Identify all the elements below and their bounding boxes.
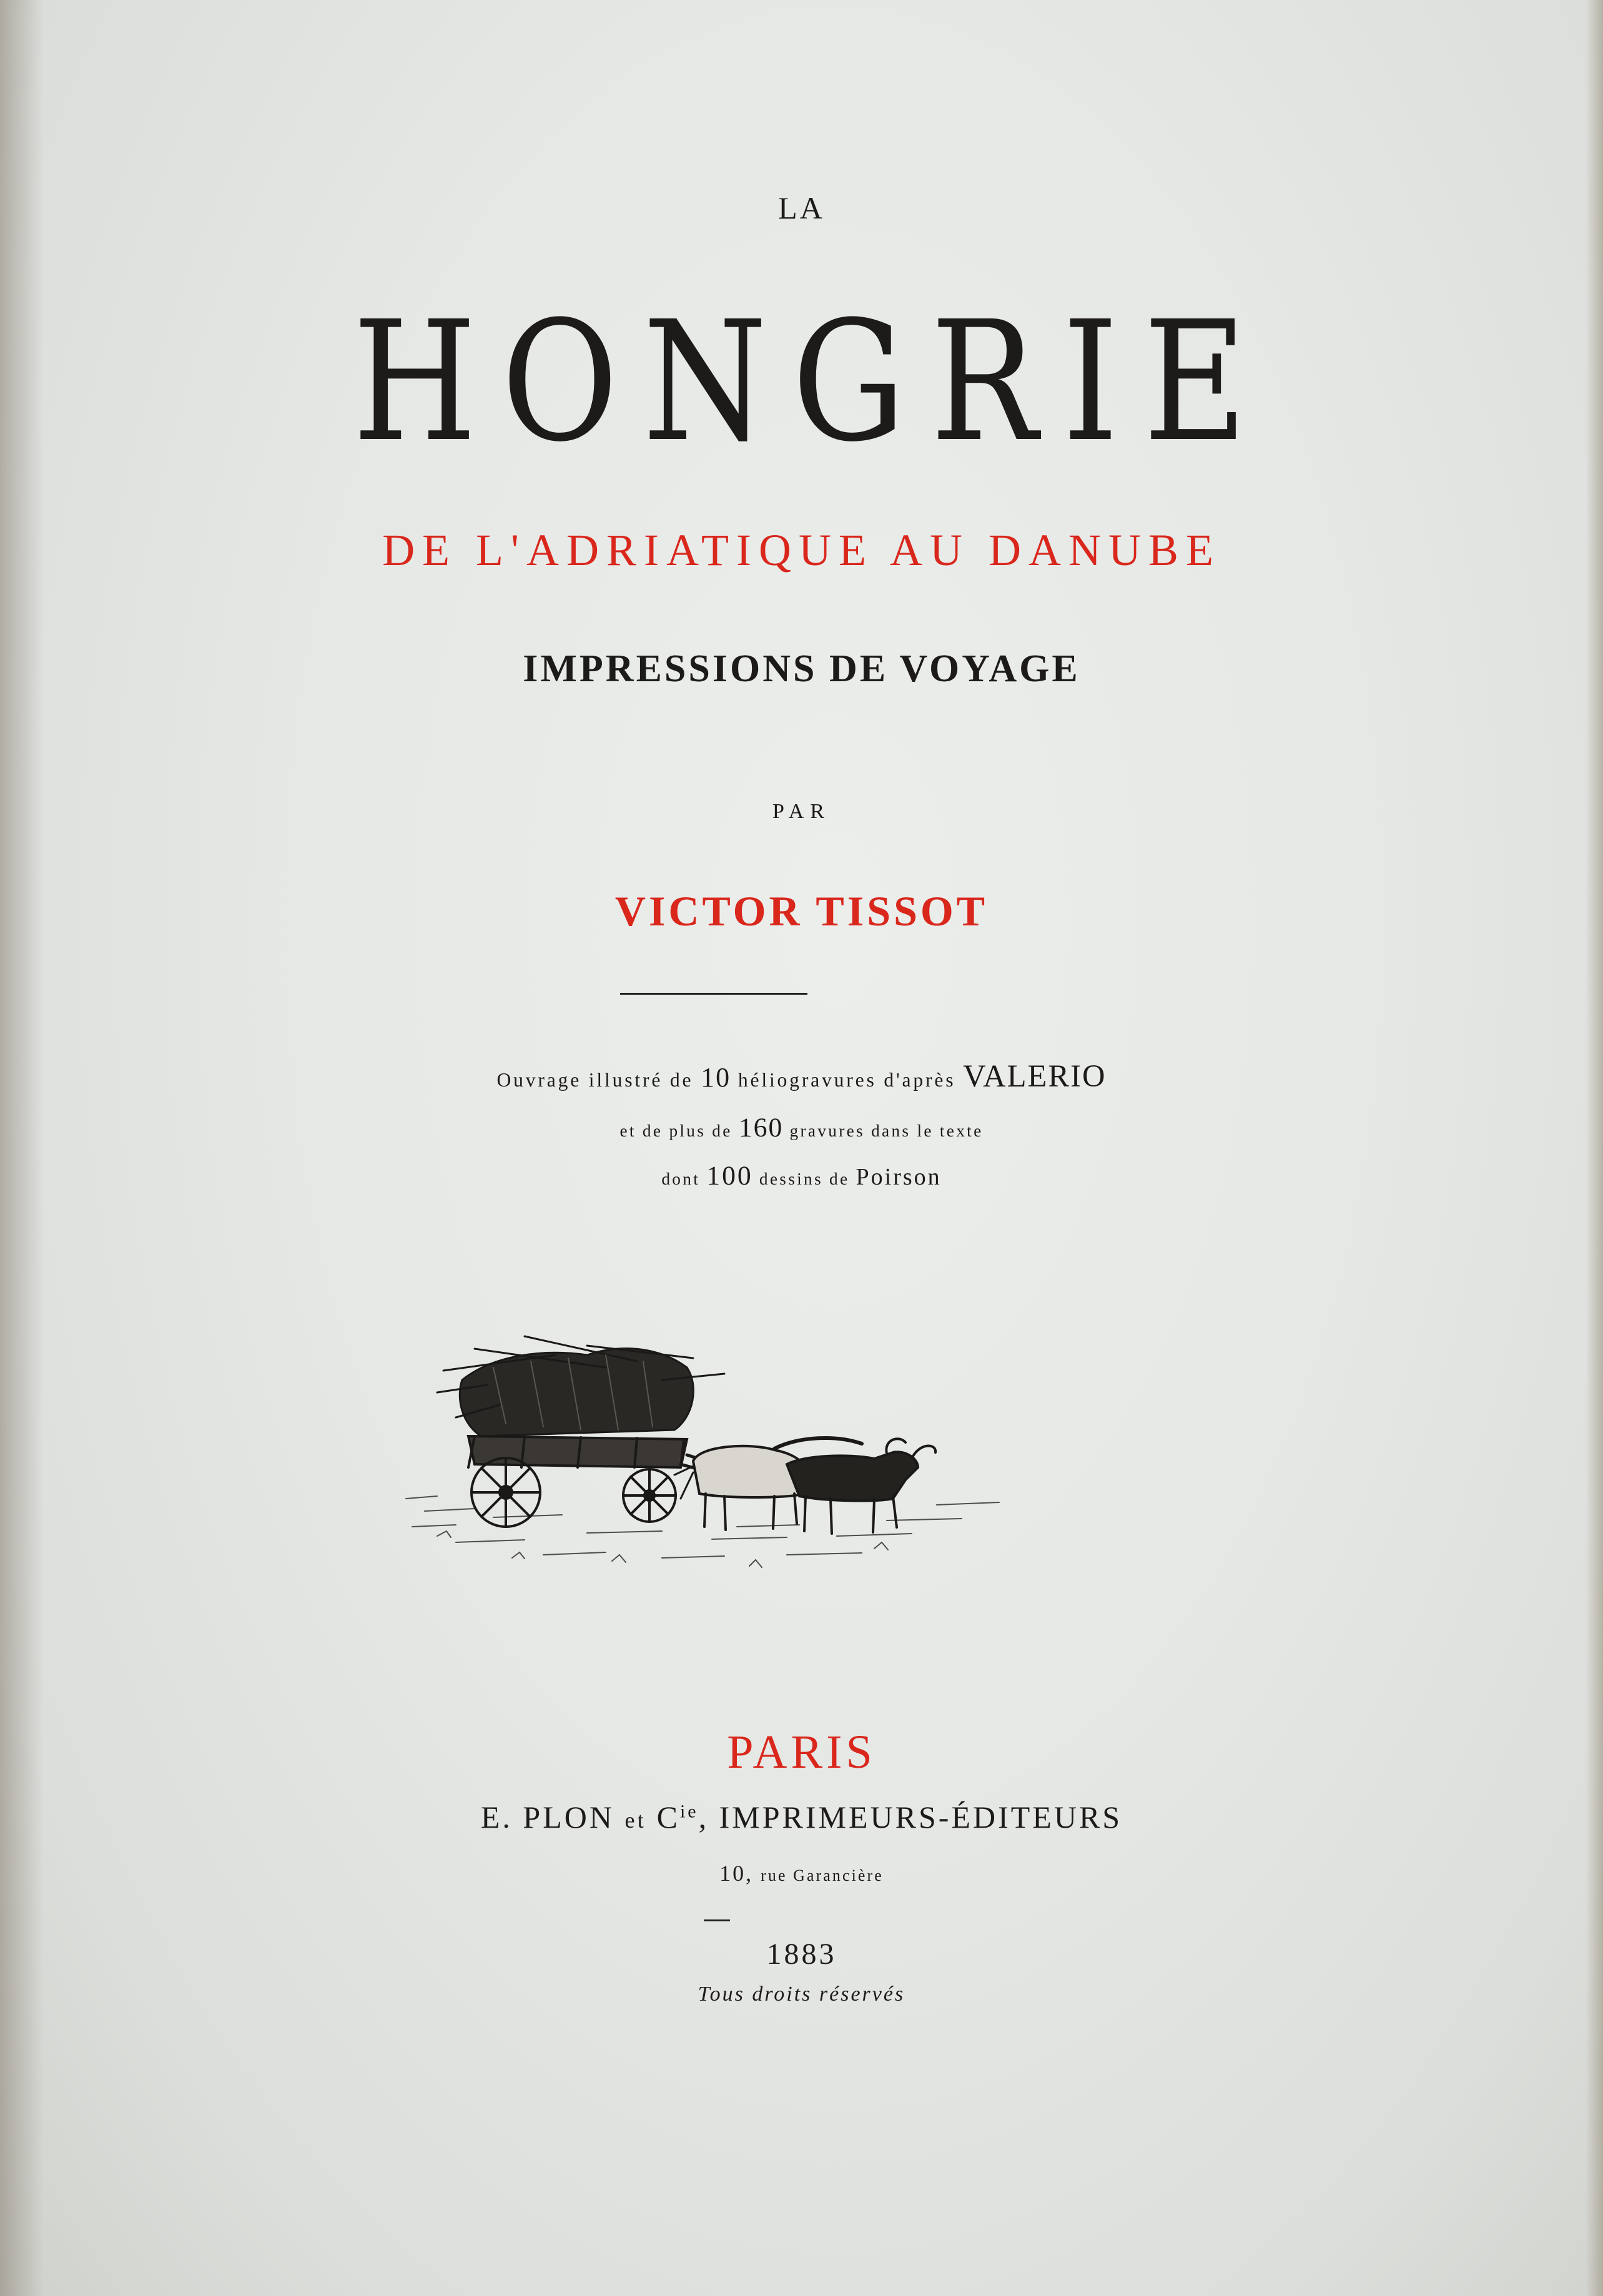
drawing-count: 100 xyxy=(706,1161,753,1191)
imprint-address xyxy=(0,1862,1603,1885)
draughtsman-name: Poirson xyxy=(856,1164,942,1190)
illustration-credit-line-3 xyxy=(0,1163,1603,1190)
illustration-credit-text: dessins de xyxy=(752,1170,856,1188)
illustration-credit-line-2 xyxy=(0,1115,1603,1142)
publisher-name: E. PLON xyxy=(480,1800,625,1835)
short-divider-rule xyxy=(704,1919,730,1921)
publisher-company-abbrev: ie xyxy=(679,1801,699,1822)
publisher-connector: et xyxy=(624,1808,647,1833)
divider-rule xyxy=(620,993,807,995)
book-subtitle: DE L'ADRIATIQUE AU DANUBE xyxy=(382,525,1221,575)
address-street: rue Garancière xyxy=(761,1866,884,1885)
author-name: VICTOR TISSOT xyxy=(614,887,989,935)
address-number: 10, xyxy=(719,1861,761,1886)
publisher-company: C xyxy=(646,1800,680,1835)
publisher-role: , IMPRIMEURS-ÉDITEURS xyxy=(698,1800,1123,1835)
illustration-credit-text: héliogravures d'après xyxy=(731,1069,964,1091)
by-line: PAR xyxy=(772,800,831,823)
publication-year: 1883 xyxy=(766,1938,837,1971)
ox-cart-engraving-icon xyxy=(400,1311,1012,1574)
title-article: LA xyxy=(778,190,825,225)
illustration-credit-text: et de plus de xyxy=(619,1121,739,1140)
imprint-city: PARIS xyxy=(727,1726,876,1778)
book-subtitle-secondary: IMPRESSIONS DE VOYAGE xyxy=(523,648,1080,690)
engraving-count: 160 xyxy=(738,1113,784,1143)
illustrator-name: VALERIO xyxy=(963,1058,1107,1093)
imprint-publisher xyxy=(0,1801,1603,1833)
illustration-credit-text: gravures dans le texte xyxy=(783,1121,984,1140)
illustration-credit-text: dont xyxy=(661,1170,707,1188)
heliogravure-count: 10 xyxy=(701,1062,731,1093)
rights-notice: Tous droits réservés xyxy=(698,1983,905,2006)
book-title: HONGRIE xyxy=(352,286,1272,478)
illustration-credit-text: Ouvrage illustré de xyxy=(496,1069,701,1091)
illustration-credit-line-1 xyxy=(0,1060,1603,1092)
